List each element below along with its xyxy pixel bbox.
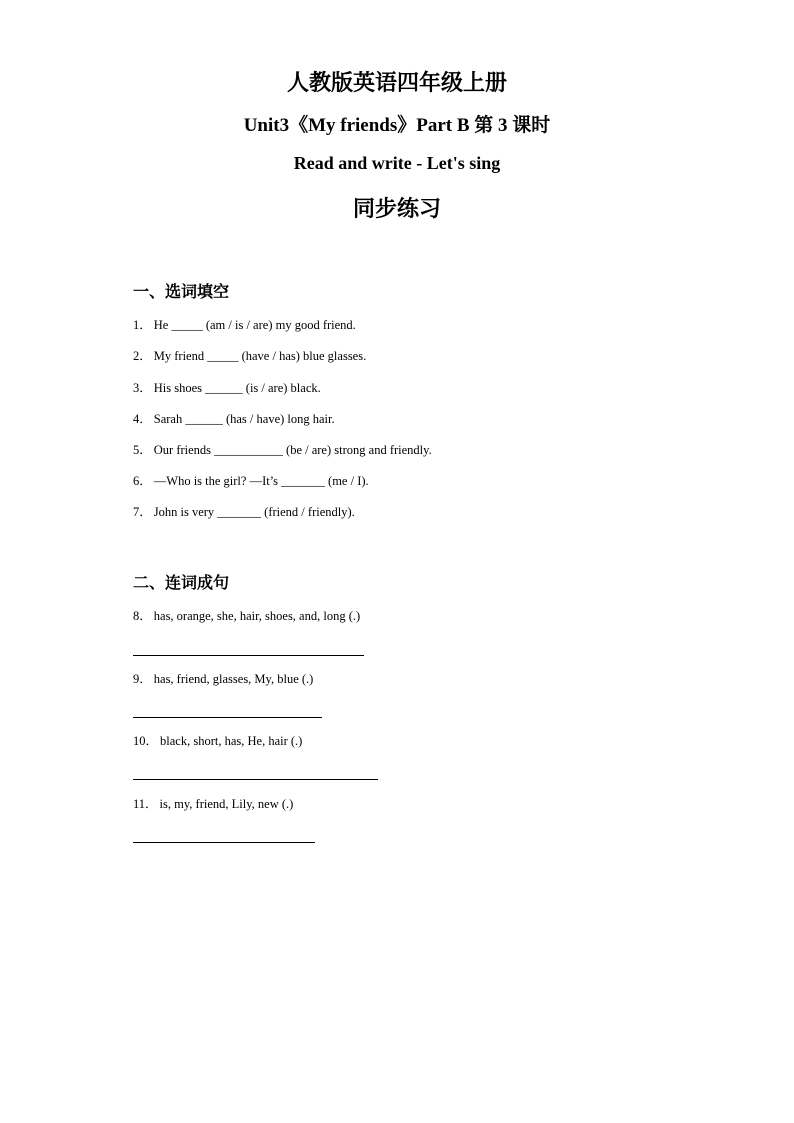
title-practice: 同步练习 — [352, 197, 441, 222]
question-number: 10． — [133, 734, 159, 748]
question-number: 8． — [133, 609, 152, 623]
title-textbook: 人教版英语四年级上册 — [286, 71, 507, 96]
question-item — [133, 317, 356, 333]
question-number: 2． — [133, 349, 152, 363]
question-item — [133, 348, 366, 364]
question-text: John is very _______ (friend / friendly). — [153, 505, 355, 519]
question-text: has, orange, she, hair, shoes, and, long (.) — [153, 609, 361, 623]
question-item — [133, 442, 432, 458]
answer-line[interactable] — [133, 842, 315, 843]
question-number: 9． — [133, 672, 152, 686]
question-number: 4． — [133, 412, 152, 426]
question-number: 5． — [133, 443, 152, 457]
question-number: 6． — [133, 474, 152, 488]
question-item — [133, 504, 355, 520]
question-item — [133, 380, 321, 396]
section-heading-fill-in: 一、选词填空 — [133, 282, 230, 301]
question-text: His shoes ______ (is / are) black. — [153, 381, 321, 395]
question-number: 1． — [133, 318, 152, 332]
answer-line[interactable] — [133, 655, 364, 656]
question-text: black, short, has, He, hair (.) — [160, 734, 303, 748]
question-text: Our friends ___________ (be / are) strong and friendly. — [153, 443, 432, 457]
question-text: My friend _____ (have / has) blue glasses. — [153, 349, 367, 363]
title-lesson: Read and write - Let's sing — [293, 153, 501, 173]
answer-line[interactable] — [133, 779, 378, 780]
question-number: 3． — [133, 381, 152, 395]
question-item — [133, 608, 360, 624]
title-unit: Unit3《My friends》Part B 第 3 课时 — [243, 115, 551, 136]
question-text: has, friend, glasses, My, blue (.) — [153, 672, 314, 686]
question-item — [133, 473, 369, 489]
answer-line[interactable] — [133, 717, 322, 718]
section-heading-sentences: 二、连词成句 — [133, 573, 230, 592]
question-item — [133, 733, 302, 749]
question-item — [133, 671, 313, 687]
question-text: is, my, friend, Lily, new (.) — [159, 797, 294, 811]
question-item — [133, 411, 335, 427]
question-number: 7． — [133, 505, 152, 519]
question-text: He _____ (am / is / are) my good friend. — [153, 318, 356, 332]
question-item — [133, 796, 293, 812]
question-text: Sarah ______ (has / have) long hair. — [153, 412, 335, 426]
question-text: —Who is the girl? —It’s _______ (me / I). — [153, 474, 369, 488]
question-number: 11． — [133, 797, 158, 811]
